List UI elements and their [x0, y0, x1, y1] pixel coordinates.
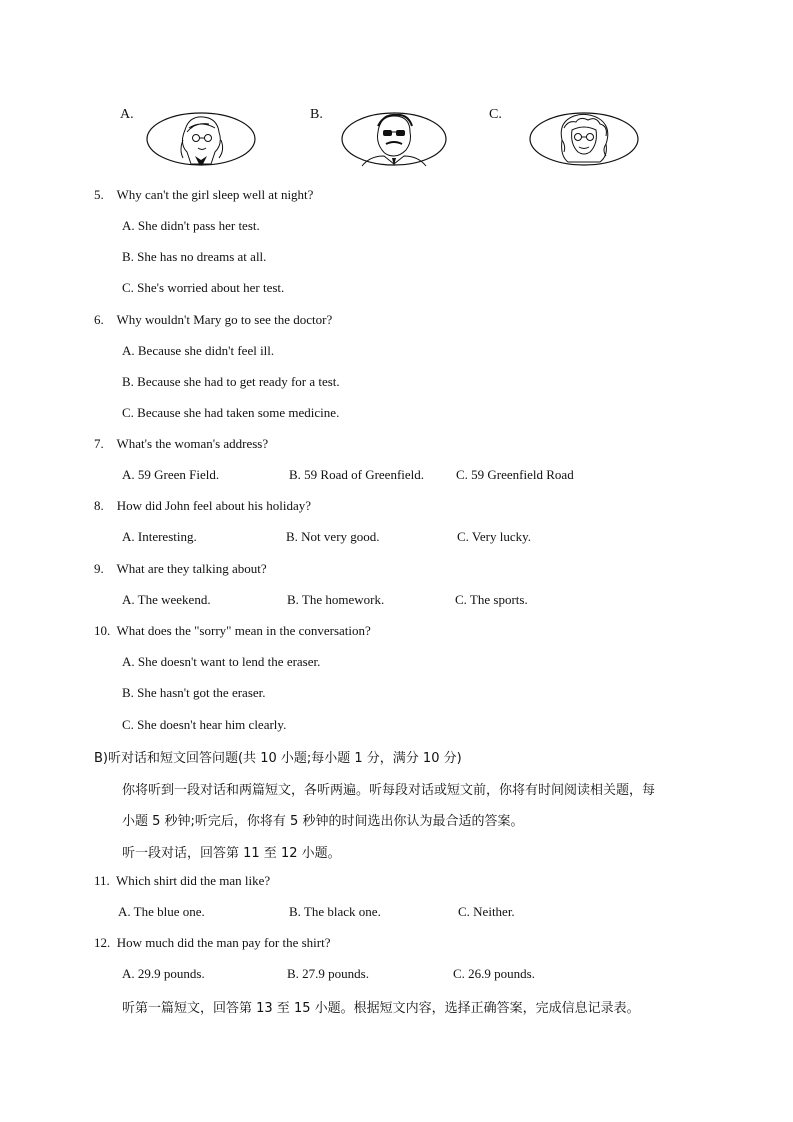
- question-12-option-c: C. 26.9 pounds.: [453, 966, 535, 981]
- girl-portrait-image: [145, 110, 257, 168]
- dialogue-instruction: 听一段对话，回答第 11 至 12 小题。: [122, 846, 341, 861]
- question-11-option-c: C. Neither.: [458, 904, 515, 919]
- question-7-stem: 7. What's the woman's address?: [94, 436, 269, 451]
- question-6-option-a: A. Because she didn't feel ill.: [122, 343, 275, 358]
- section-b-instructions-line-2: 小题 5 秒钟;听完后，你将有 5 秒钟的时间选出你认为最合适的答案。: [122, 814, 524, 829]
- question-7-option-b: B. 59 Road of Greenfield.: [289, 467, 425, 482]
- question-12-option-a: A. 29.9 pounds.: [122, 966, 205, 981]
- question-6-stem: 6. Why wouldn't Mary go to see the doctor?: [94, 312, 333, 327]
- question-8-option-a: A. Interesting.: [122, 529, 197, 544]
- question-10-option-a: A. She doesn't want to lend the eraser.: [122, 654, 321, 669]
- question-5-option-b: B. She has no dreams at all.: [122, 249, 267, 264]
- question-9-option-b: B. The homework.: [287, 592, 385, 607]
- question-8-option-c: C. Very lucky.: [457, 529, 532, 544]
- question-11-option-a: A. The blue one.: [118, 904, 205, 919]
- question-8-option-b: B. Not very good.: [286, 529, 380, 544]
- question-12-option-b: B. 27.9 pounds.: [287, 966, 369, 981]
- question-5-stem: 5. Why can't the girl sleep well at night?: [94, 187, 314, 202]
- question-10-stem: 10. What does the "sorry" mean in the conversation?: [94, 623, 371, 638]
- question-12-stem: 12. How much did the man pay for the shirt?: [94, 935, 331, 950]
- passage-1-instruction: 听第一篇短文，回答第 13 至 15 小题。根据短文内容，选择正确答案，完成信息记录表。: [122, 1001, 640, 1016]
- question-10-option-b: B. She hasn't got the eraser.: [122, 685, 266, 700]
- question-9-stem: 9. What are they talking about?: [94, 561, 267, 576]
- question-6-option-c: C. Because she had taken some medicine.: [122, 405, 340, 420]
- option-a-label: A.: [120, 107, 134, 122]
- option-c-label: C.: [489, 107, 502, 122]
- section-b-instructions-line-1: 你将听到一段对话和两篇短文，各听两遍。听每段对话或短文前，你将有时间阅读相关题，每: [122, 783, 656, 798]
- question-8-stem: 8. How did John feel about his holiday?: [94, 498, 311, 513]
- section-b-heading: B)听对话和短文回答问题(共 10 小题;每小题 1 分，满分 10 分): [94, 751, 462, 766]
- question-9-option-c: C. The sports.: [455, 592, 528, 607]
- question-5-option-c: C. She's worried about her test.: [122, 280, 285, 295]
- option-b-label: B.: [310, 107, 323, 122]
- question-11-option-b: B. The black one.: [289, 904, 381, 919]
- question-6-option-b: B. Because she had to get ready for a test.: [122, 374, 340, 389]
- woman-portrait-image: [528, 110, 640, 168]
- question-9-option-a: A. The weekend.: [122, 592, 211, 607]
- man-portrait-image: [340, 110, 448, 168]
- question-11-stem: 11. Which shirt did the man like?: [94, 873, 271, 888]
- question-7-option-c: C. 59 Greenfield Road: [456, 467, 574, 482]
- question-5-option-a: A. She didn't pass her test.: [122, 218, 260, 233]
- question-10-option-c: C. She doesn't hear him clearly.: [122, 717, 287, 732]
- question-7-option-a: A. 59 Green Field.: [122, 467, 220, 482]
